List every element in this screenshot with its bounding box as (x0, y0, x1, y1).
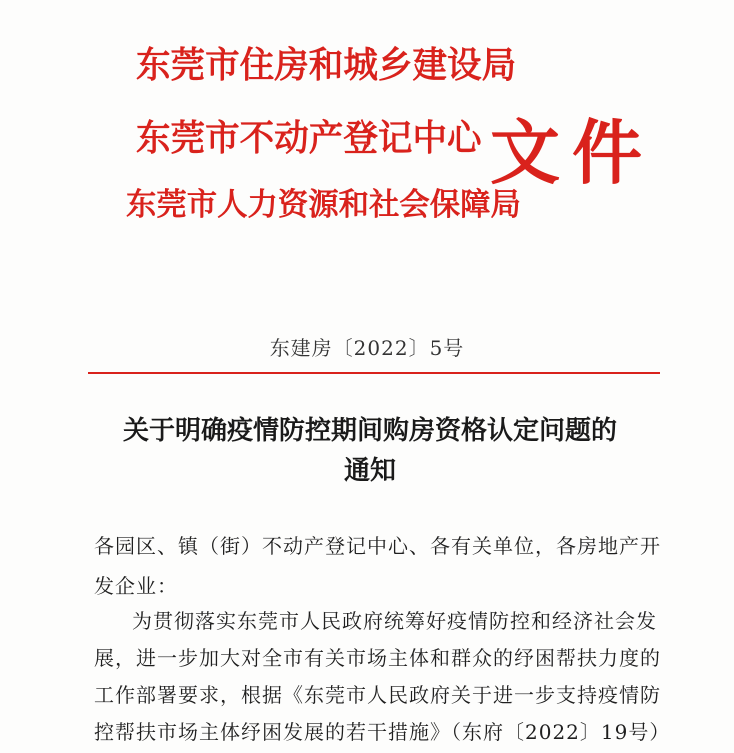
issuer-real-estate-registration-center: 东莞市不动产登记中心 (136, 117, 482, 159)
title-line-2: 通知 (343, 456, 396, 486)
title-line-1: 关于明确疫情防控期间购房资格认定问题的 (122, 416, 617, 446)
issuer-human-resources-bureau: 东莞市人力资源和社会保障局 (126, 187, 521, 223)
document-number: 东建房〔2022〕5号 (269, 336, 465, 360)
red-separator-line (88, 372, 660, 374)
document-word: 文件 (490, 111, 654, 194)
body-line-5: 工作部署要求，根据《东莞市人民政府关于进一步支持疫情防 (94, 683, 661, 707)
body-line-6: 控帮扶市场主体纾困发展的若干措施》（东府〔2022〕19号） (94, 720, 671, 744)
issuer-housing-bureau: 东莞市住房和城乡建设局 (136, 44, 517, 86)
body-line-2: 发企业： (94, 574, 178, 598)
body-line-3: 为贯彻落实东莞市人民政府统筹好疫情防控和经济社会发 (132, 609, 657, 633)
body-line-4: 展，进一步加大对全市有关市场主体和群众的纾困帮扶力度的 (94, 646, 661, 670)
body-line-1: 各园区、镇（街）不动产登记中心、各有关单位，各房地产开 (94, 534, 661, 558)
